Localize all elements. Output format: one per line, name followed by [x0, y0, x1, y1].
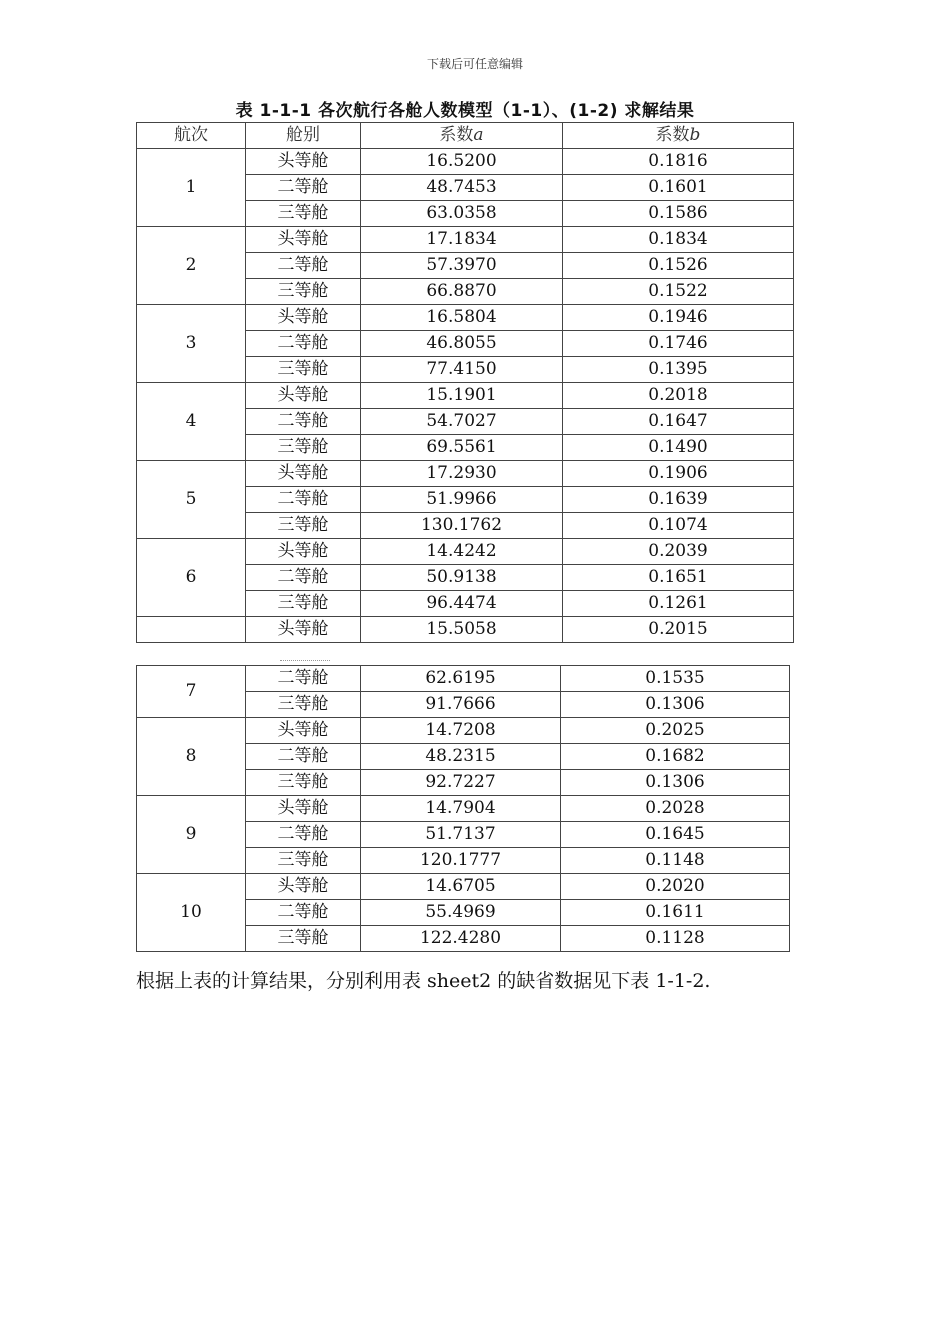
coef-a-cell: 17.2930 [361, 461, 563, 487]
coef-a-cell: 50.9138 [361, 565, 563, 591]
coef-b-cell: 0.1639 [563, 487, 794, 513]
coef-b-cell: 0.1682 [561, 744, 790, 770]
coef-b-cell: 0.2028 [561, 796, 790, 822]
coef-a-cell: 14.6705 [361, 874, 561, 900]
coef-b-cell: 0.2015 [563, 617, 794, 643]
coef-a-cell: 16.5200 [361, 149, 563, 175]
header-coef-b [563, 123, 794, 149]
table-row [137, 718, 790, 744]
coef-a-cell: 62.6195 [361, 666, 561, 692]
cabin-cell: 二等舱 [246, 331, 361, 357]
coef-b-cell: 0.1746 [563, 331, 794, 357]
results-table-top [136, 122, 794, 643]
cabin-cell: 头等舱 [246, 796, 361, 822]
table-caption: 表 1-1-1 各次航行各舱人数模型（1-1）、(1-2) 求解结果 [235, 101, 695, 121]
coef-b-cell: 0.2020 [561, 874, 790, 900]
coef-a-cell: 14.7208 [361, 718, 561, 744]
coef-a-cell: 120.1777 [361, 848, 561, 874]
voyage-cell: 10 [137, 874, 246, 952]
table-row [137, 227, 794, 253]
coef-a-cell: 96.4474 [361, 591, 563, 617]
coef-a-cell: 14.4242 [361, 539, 563, 565]
page-header: 下载后可任意编辑 [426, 57, 523, 71]
voyage-cell: 9 [137, 796, 246, 874]
coef-b-cell: 0.1306 [561, 692, 790, 718]
voyage-cell: 6 [137, 539, 246, 617]
cabin-cell: 二等舱 [246, 900, 361, 926]
table-row [137, 539, 794, 565]
coef-b-cell: 0.1611 [561, 900, 790, 926]
voyage-cell: 1 [137, 149, 246, 227]
cabin-cell: 二等舱 [246, 822, 361, 848]
header-cabin: 舱别 [246, 123, 361, 149]
cabin-cell: 三等舱 [246, 770, 361, 796]
cabin-cell: 三等舱 [246, 357, 361, 383]
coef-b-cell: 0.1645 [561, 822, 790, 848]
coef-a-cell: 15.1901 [361, 383, 563, 409]
coef-b-cell: 0.1395 [563, 357, 794, 383]
cabin-cell: 二等舱 [246, 666, 361, 692]
voyage-cell: 4 [137, 383, 246, 461]
coef-a-cell: 92.7227 [361, 770, 561, 796]
coef-a-cell: 63.0358 [361, 201, 563, 227]
cabin-cell: 头等舱 [246, 617, 361, 643]
coef-a-cell: 91.7666 [361, 692, 561, 718]
table-row [137, 149, 794, 175]
header-voyage: 航次 [137, 123, 246, 149]
cabin-cell: 头等舱 [246, 149, 361, 175]
header-coef-b-prefix: 系数 [655, 125, 690, 145]
table-row [137, 461, 794, 487]
coef-b-cell: 0.1128 [561, 926, 790, 952]
coef-a-cell: 57.3970 [361, 253, 563, 279]
cabin-cell: 头等舱 [246, 539, 361, 565]
cabin-cell: 头等舱 [246, 461, 361, 487]
coef-a-cell: 17.1834 [361, 227, 563, 253]
coef-b-cell: 0.1816 [563, 149, 794, 175]
voyage-cell: 8 [137, 718, 246, 796]
voyage-cell: 3 [137, 305, 246, 383]
coef-b-cell: 0.1946 [563, 305, 794, 331]
table-row [137, 617, 794, 643]
coef-a-cell: 122.4280 [361, 926, 561, 952]
coef-b-cell: 0.1647 [563, 409, 794, 435]
coef-a-cell: 51.7137 [361, 822, 561, 848]
table-row [137, 383, 794, 409]
coef-a-cell: 48.7453 [361, 175, 563, 201]
coef-b-cell: 0.1906 [563, 461, 794, 487]
cabin-cell: 三等舱 [246, 692, 361, 718]
header-coef-a [361, 123, 563, 149]
cabin-cell: 三等舱 [246, 513, 361, 539]
voyage-cell: 2 [137, 227, 246, 305]
results-table-bottom [136, 665, 790, 952]
coef-b-cell: 0.2025 [561, 718, 790, 744]
coef-b-cell: 0.1586 [563, 201, 794, 227]
cabin-cell: 二等舱 [246, 175, 361, 201]
header-coef-a-var: a [473, 125, 484, 145]
coef-b-cell: 0.1601 [563, 175, 794, 201]
coef-b-cell: 0.1148 [561, 848, 790, 874]
body-paragraph: 根据上表的计算结果，分别利用表 sheet2 的缺省数据见下表 1-1-2. [136, 970, 711, 992]
scan-gap [136, 657, 794, 665]
table-row [137, 305, 794, 331]
cabin-cell: 三等舱 [246, 591, 361, 617]
coef-b-cell: 0.1535 [561, 666, 790, 692]
coef-b-cell: 0.1261 [563, 591, 794, 617]
coef-b-cell: 0.1490 [563, 435, 794, 461]
scan-gap-mark [280, 660, 330, 663]
cabin-cell: 二等舱 [246, 487, 361, 513]
coef-a-cell: 48.2315 [361, 744, 561, 770]
coef-b-cell: 0.1651 [563, 565, 794, 591]
coef-b-cell: 0.1522 [563, 279, 794, 305]
coef-b-cell: 0.1306 [561, 770, 790, 796]
coef-a-cell: 51.9966 [361, 487, 563, 513]
coef-a-cell: 130.1762 [361, 513, 563, 539]
coef-a-cell: 69.5561 [361, 435, 563, 461]
cabin-cell: 二等舱 [246, 409, 361, 435]
coef-a-cell: 16.5804 [361, 305, 563, 331]
coef-b-cell: 0.1526 [563, 253, 794, 279]
coef-a-cell: 77.4150 [361, 357, 563, 383]
cabin-cell: 二等舱 [246, 253, 361, 279]
coef-b-cell: 0.2039 [563, 539, 794, 565]
cabin-cell: 头等舱 [246, 227, 361, 253]
cabin-cell: 二等舱 [246, 744, 361, 770]
header-coef-b-var: b [689, 125, 701, 145]
coef-a-cell: 46.8055 [361, 331, 563, 357]
coef-a-cell: 14.7904 [361, 796, 561, 822]
cabin-cell: 三等舱 [246, 201, 361, 227]
voyage-cell: 7 [137, 666, 246, 718]
table-row [137, 666, 790, 692]
table-row [137, 874, 790, 900]
cabin-cell: 三等舱 [246, 279, 361, 305]
voyage-cell [137, 617, 246, 643]
cabin-cell: 头等舱 [246, 383, 361, 409]
table-header-row [137, 123, 794, 149]
cabin-cell: 三等舱 [246, 926, 361, 952]
table-row [137, 796, 790, 822]
cabin-cell: 头等舱 [246, 718, 361, 744]
cabin-cell: 三等舱 [246, 848, 361, 874]
cabin-cell: 头等舱 [246, 874, 361, 900]
coef-a-cell: 66.8870 [361, 279, 563, 305]
coef-a-cell: 54.7027 [361, 409, 563, 435]
coef-b-cell: 0.1074 [563, 513, 794, 539]
cabin-cell: 二等舱 [246, 565, 361, 591]
header-coef-a-prefix: 系数 [439, 125, 474, 145]
coef-b-cell: 0.1834 [563, 227, 794, 253]
coef-b-cell: 0.2018 [563, 383, 794, 409]
cabin-cell: 三等舱 [246, 435, 361, 461]
coef-a-cell: 15.5058 [361, 617, 563, 643]
cabin-cell: 头等舱 [246, 305, 361, 331]
coef-a-cell: 55.4969 [361, 900, 561, 926]
voyage-cell: 5 [137, 461, 246, 539]
